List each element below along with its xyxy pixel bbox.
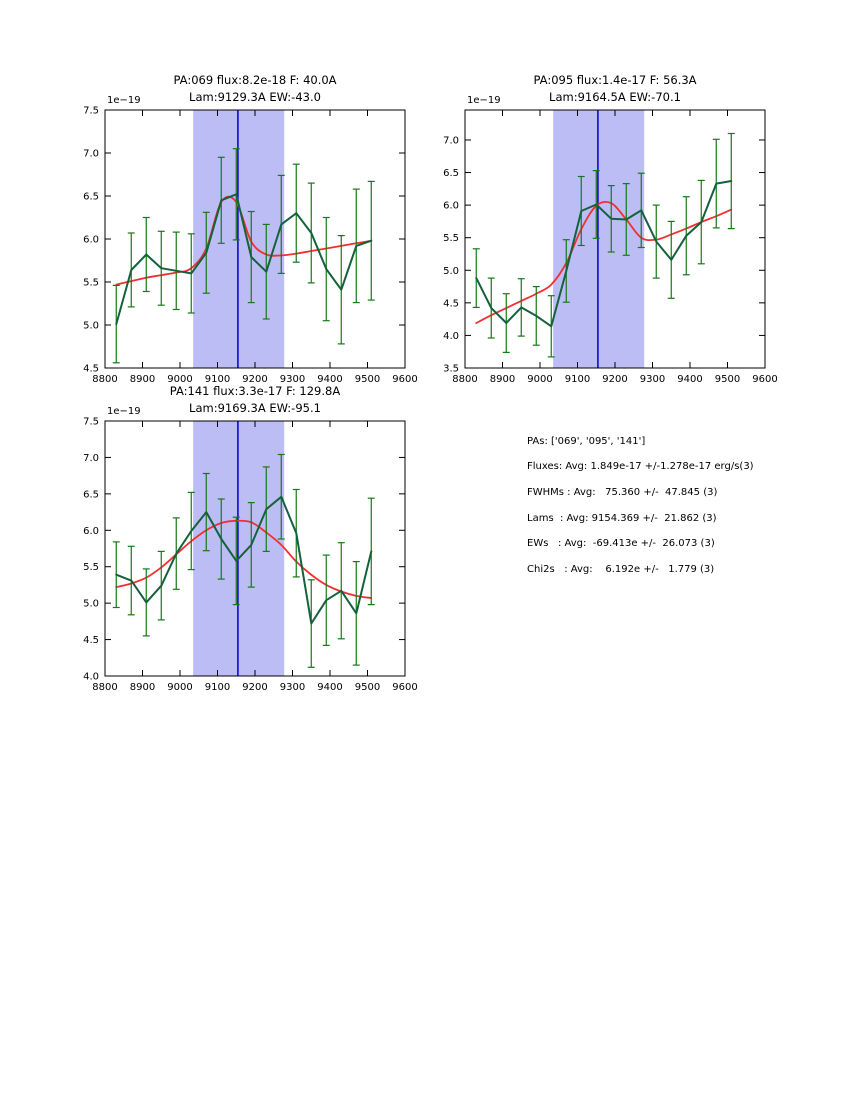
x-tick-label: 9300 [279, 682, 306, 693]
x-tick-label: 9100 [204, 374, 231, 385]
x-tick-label: 8900 [489, 374, 516, 385]
y-tick-label: 4.0 [443, 330, 459, 342]
x-tick-label: 9200 [602, 374, 628, 385]
x-tick-label: 9500 [354, 374, 381, 385]
y-tick-label: 7.5 [83, 105, 99, 117]
y-tick-label: 4.5 [83, 363, 99, 375]
spectrum-plot-1 [83, 106, 418, 386]
x-tick-label: 8800 [92, 374, 118, 385]
spectrum-plot-3 [83, 417, 418, 694]
y-tick-label: 7.0 [83, 148, 99, 160]
x-tick-label: 9600 [392, 374, 418, 385]
x-tick-label: 8900 [129, 374, 156, 385]
x-tick-label: 8800 [92, 682, 118, 693]
x-tick-label: 9300 [279, 374, 306, 385]
x-tick-label: 9500 [714, 374, 741, 385]
y-tick-label: 4.5 [83, 635, 99, 647]
x-tick-label: 8900 [129, 682, 156, 693]
x-tick-label: 9000 [527, 374, 553, 385]
summary-ews-line: EWs : Avg: -69.413e +/- 26.073 (3) [527, 538, 715, 549]
y-tick-label: 6.5 [83, 191, 99, 203]
plot3-title-line1: PA:141 flux:3.3e-17 F: 129.8A [169, 384, 341, 398]
x-tick-label: 9600 [392, 682, 418, 693]
y-tick-label: 7.5 [83, 416, 99, 428]
y-tick-label: 6.0 [83, 234, 99, 246]
x-tick-label: 9100 [204, 682, 231, 693]
summary-fluxes-line: Fluxes: Avg: 1.849e-17 +/-1.278e-17 erg/s(3) [527, 461, 754, 472]
plot1-title-line2: Lam:9129.3A EW:-43.0 [189, 90, 321, 104]
y-tick-label: 6.5 [443, 168, 459, 180]
plot1-offset-label: 1e−19 [107, 95, 141, 106]
summary-chi2s-line: Chi2s : Avg: 6.192e +/- 1.779 (3) [527, 564, 715, 575]
plot2-offset-label: 1e−19 [467, 95, 501, 106]
summary-pas-line: PAs: ['069', '095', '141'] [527, 436, 646, 447]
plot1-title-line1: PA:069 flux:8.2e-18 F: 40.0A [173, 73, 337, 87]
y-tick-label: 5.0 [83, 320, 99, 332]
x-tick-label: 9200 [242, 682, 268, 693]
plot3-title-line2: Lam:9169.3A EW:-95.1 [189, 401, 321, 415]
spectrum-plot-2 [443, 110, 778, 385]
x-tick-label: 9000 [167, 682, 193, 693]
summary-lams-line: Lams : Avg: 9154.369 +/- 21.862 (3) [527, 513, 717, 524]
y-tick-label: 5.5 [83, 277, 99, 289]
y-tick-label: 5.5 [83, 562, 99, 574]
y-tick-label: 5.0 [83, 598, 99, 610]
x-tick-label: 9400 [317, 682, 343, 693]
y-tick-label: 7.0 [83, 452, 99, 464]
x-tick-label: 9400 [677, 374, 703, 385]
y-tick-label: 5.5 [443, 233, 459, 245]
y-tick-label: 6.0 [83, 525, 99, 537]
x-tick-label: 9500 [354, 682, 381, 693]
y-tick-label: 7.0 [443, 135, 459, 147]
x-tick-label: 9300 [639, 374, 666, 385]
x-tick-label: 9100 [564, 374, 591, 385]
plot2-title-line1: PA:095 flux:1.4e-17 F: 56.3A [533, 73, 697, 87]
y-tick-label: 3.5 [443, 363, 459, 375]
y-tick-label: 4.5 [443, 298, 459, 310]
plot2-title-line2: Lam:9164.5A EW:-70.1 [549, 90, 681, 104]
x-tick-label: 9600 [752, 374, 778, 385]
y-tick-label: 6.5 [83, 489, 99, 501]
x-tick-label: 9400 [317, 374, 343, 385]
x-tick-label: 8800 [452, 374, 478, 385]
y-tick-label: 6.0 [443, 200, 459, 212]
x-tick-label: 9200 [242, 374, 268, 385]
plot3-offset-label: 1e−19 [107, 406, 141, 417]
summary-fwhms-line: FWHMs : Avg: 75.360 +/- 47.845 (3) [527, 487, 718, 498]
y-tick-label: 5.0 [443, 265, 459, 277]
y-tick-label: 4.0 [83, 671, 99, 683]
x-tick-label: 9000 [167, 374, 193, 385]
